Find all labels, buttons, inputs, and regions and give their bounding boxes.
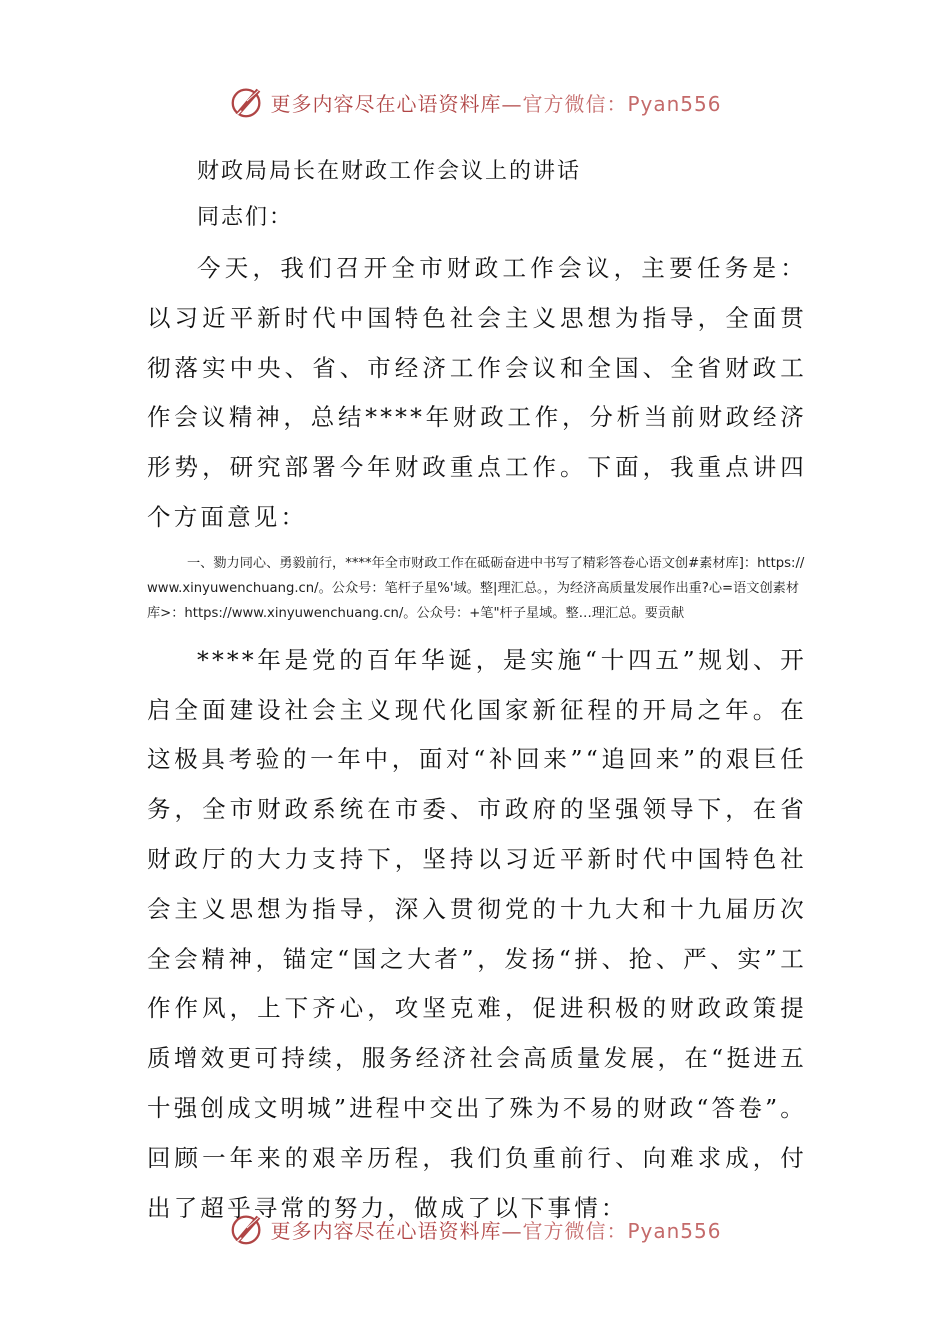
banner-wechat-text: 官方微信：Pyan556 <box>522 91 722 116</box>
quill-pen-logo-icon <box>228 1210 266 1248</box>
banner-text <box>270 1215 721 1244</box>
paragraph-review: ****年是党的百年华诞，是实施“十四五”规划、开启全面建设社会主义现代化国家新征程的开局之年。在这极具考验的一年中，面对“补回来”“追回来”的艰巨任务，全市财政系统在市委、市政府的坚强领导下，在省财政厅的大力支持下，坚持以习近平新时代中国特色社会主义思想为指导，深入贯彻党的十九大和十九届历次全会精神，锚定“国之大者”，发扬“拼、抢、严、实”工作作风，上下齐心，攻坚克难，促进积极的财政政策提质增效更可持续，服务经济社会高质量发展，在“挺进五十强创成文明城”进程中交出了殊为不易的财政“答卷”。回顾一年来的艰辛历程，我们负重前行、向难求成，付出了超乎寻常的努力，做成了以下事情： <box>147 645 807 1222</box>
banner-main-text: 更多内容尽在心语资料库— <box>270 1218 523 1243</box>
document-title: 财政局局长在财政工作会议上的讲话 <box>197 159 582 184</box>
paragraph-intro: 今天，我们召开全市财政工作会议，主要任务是：以习近平新时代中国特色社会主义思想为指导，全面贯彻落实中央、省、市经济工作会议和全国、全省财政工作会议精神，总结****年财政工作，分析当前财政经济形势，研究部署今年财政重点工作。下面，我重点讲四个方面意见： <box>147 254 807 531</box>
header-watermark-banner <box>0 80 950 124</box>
document-body <box>147 150 807 1233</box>
banner-text <box>270 88 721 117</box>
banner-main-text: 更多内容尽在心语资料库— <box>270 91 523 116</box>
section-heading: 一、勠力同心、勇毅前行，****年全市财政工作在砥砺奋进中书写了精彩答卷心语文创#素材库]：https://www.xinyuwenchuang.cn/。公众号：笔杆子星%'域。整|理汇总。，为经济高质量发展作出重?心=语文创素材库>：https://www.xinyuwenchuang.cn/。公众号：+笔"杆子星域。整…理汇总。要贡献 <box>147 555 805 621</box>
quill-pen-logo-icon <box>228 83 266 121</box>
banner-wechat-text: 官方微信：Pyan556 <box>522 1218 722 1243</box>
greeting: 同志们： <box>197 205 294 230</box>
footer-watermark-banner <box>0 1207 950 1251</box>
